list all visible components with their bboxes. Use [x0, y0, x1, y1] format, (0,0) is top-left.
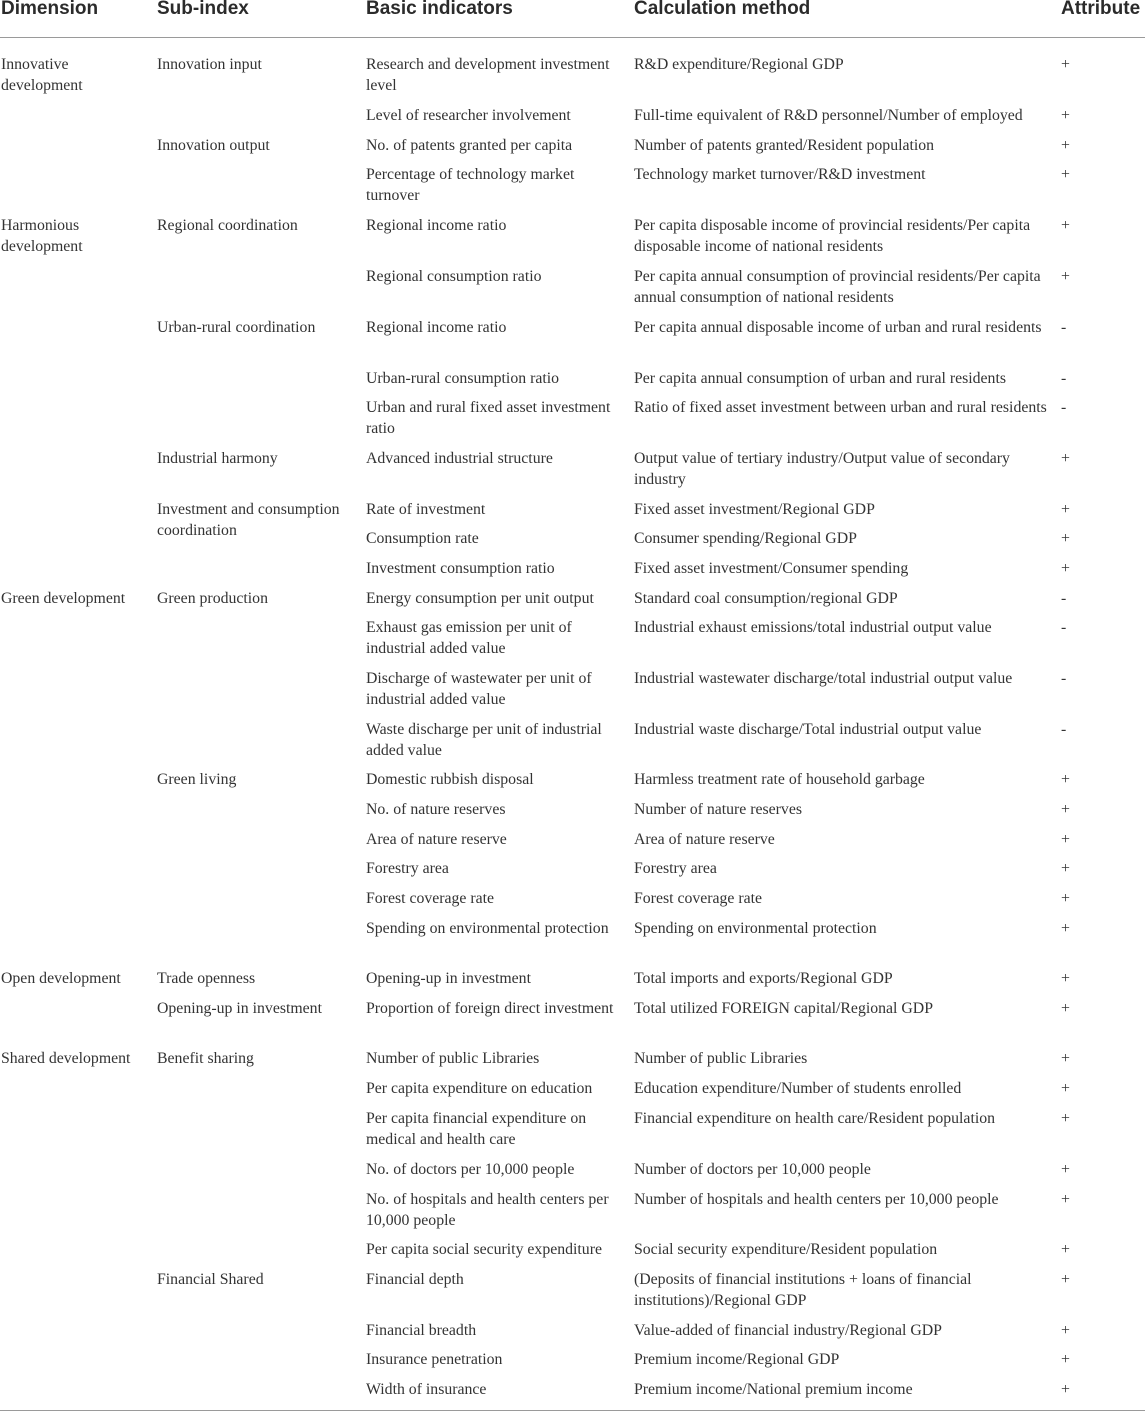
- cell-calculation-method: Forest coverage rate: [634, 890, 763, 907]
- cell-basic-indicator: No. of hospitals and health centers per 10,000 people: [366, 1191, 609, 1230]
- cell-calculation-method: Output value of tertiary industry/Output value of secondary industry: [634, 450, 1010, 489]
- cell-basic-indicator: Financial depth: [366, 1271, 464, 1288]
- cell-attribute: +: [1061, 1161, 1070, 1178]
- cell-basic-indicator: Regional consumption ratio: [366, 268, 542, 285]
- cell-attribute: +: [1061, 1351, 1070, 1368]
- cell-calculation-method: Industrial exhaust emissions/total industrial output value: [634, 619, 992, 636]
- cell-basic-indicator: Investment consumption ratio: [366, 560, 555, 577]
- cell-subindex: Investment and consumption coordination: [157, 501, 340, 540]
- cell-basic-indicator: Discharge of wastewater per unit of industrial added value: [366, 670, 592, 709]
- cell-attribute: +: [1061, 217, 1070, 234]
- cell-basic-indicator: Opening-up in investment: [366, 970, 531, 987]
- cell-attribute: -: [1061, 370, 1067, 387]
- cell-calculation-method: Number of hospitals and health centers per 10,000 people: [634, 1191, 999, 1208]
- cell-basic-indicator: Spending on environmental protection: [366, 920, 609, 937]
- header-subindex: Sub-index: [157, 0, 249, 19]
- cell-calculation-method: Ratio of fixed asset investment between urban and rural residents: [634, 399, 1047, 416]
- cell-basic-indicator: Width of insurance: [366, 1381, 487, 1398]
- cell-basic-indicator: Proportion of foreign direct investment: [366, 1000, 614, 1017]
- cell-basic-indicator: Per capita social security expenditure: [366, 1241, 602, 1258]
- table-bottom-rule: [0, 1410, 1145, 1411]
- cell-calculation-method: Full-time equivalent of R&D personnel/Number of employed: [634, 107, 1023, 124]
- cell-basic-indicator: Insurance penetration: [366, 1351, 503, 1368]
- cell-attribute: +: [1061, 1050, 1070, 1067]
- cell-subindex: Innovation input: [157, 56, 262, 73]
- cell-attribute: +: [1061, 771, 1070, 788]
- cell-basic-indicator: Forest coverage rate: [366, 890, 495, 907]
- cell-calculation-method: Per capita annual consumption of provincial residents/Per capita annual consumption of national residents: [634, 268, 1041, 307]
- cell-calculation-method: Premium income/National premium income: [634, 1381, 913, 1398]
- cell-calculation-method: Technology market turnover/R&D investment: [634, 166, 926, 183]
- cell-calculation-method: (Deposits of financial institutions + loans of financial institutions)/Regional GDP: [634, 1271, 972, 1310]
- header-dimension: Dimension: [1, 0, 99, 19]
- cell-attribute: +: [1061, 560, 1070, 577]
- cell-calculation-method: Social security expenditure/Resident population: [634, 1241, 938, 1258]
- cell-subindex: Financial Shared: [157, 1271, 264, 1288]
- header-calculation-method: Calculation method: [634, 0, 811, 19]
- cell-basic-indicator: Number of public Libraries: [366, 1050, 540, 1067]
- cell-calculation-method: Number of public Libraries: [634, 1050, 808, 1067]
- cell-attribute: +: [1061, 268, 1070, 285]
- cell-attribute: +: [1061, 56, 1070, 73]
- cell-calculation-method: Fixed asset investment/Consumer spending: [634, 560, 909, 577]
- cell-basic-indicator: Financial breadth: [366, 1322, 477, 1339]
- cell-attribute: -: [1061, 590, 1067, 607]
- cell-attribute: +: [1061, 137, 1070, 154]
- header-attribute: Attribute: [1061, 0, 1141, 19]
- cell-attribute: +: [1061, 801, 1070, 818]
- cell-basic-indicator: No. of doctors per 10,000 people: [366, 1161, 575, 1178]
- cell-attribute: +: [1061, 1191, 1070, 1208]
- cell-basic-indicator: Exhaust gas emission per unit of industrial added value: [366, 619, 572, 658]
- cell-attribute: +: [1061, 166, 1070, 183]
- cell-basic-indicator: Domestic rubbish disposal: [366, 771, 534, 788]
- cell-calculation-method: Industrial waste discharge/Total industrial output value: [634, 721, 982, 738]
- cell-calculation-method: Harmless treatment rate of household garbage: [634, 771, 925, 788]
- cell-basic-indicator: No. of nature reserves: [366, 801, 506, 818]
- cell-attribute: +: [1061, 1322, 1070, 1339]
- cell-calculation-method: Fixed asset investment/Regional GDP: [634, 501, 875, 518]
- cell-calculation-method: Consumer spending/Regional GDP: [634, 530, 857, 547]
- cell-basic-indicator: Area of nature reserve: [366, 831, 507, 848]
- header-basic-indicators: Basic indicators: [366, 0, 513, 19]
- cell-attribute: +: [1061, 970, 1070, 987]
- cell-basic-indicator: Percentage of technology market turnover: [366, 166, 575, 205]
- cell-basic-indicator: Waste discharge per unit of industrial added value: [366, 721, 602, 760]
- cell-basic-indicator: Rate of investment: [366, 501, 486, 518]
- cell-attribute: -: [1061, 399, 1067, 416]
- cell-attribute: -: [1061, 319, 1067, 336]
- cell-attribute: +: [1061, 1271, 1070, 1288]
- cell-basic-indicator: Level of researcher involvement: [366, 107, 571, 124]
- cell-attribute: +: [1061, 501, 1070, 518]
- cell-calculation-method: Per capita disposable income of provincial residents/Per capita disposable income of national residents: [634, 217, 1031, 256]
- cell-subindex: Trade openness: [157, 970, 256, 987]
- cell-basic-indicator: Energy consumption per unit output: [366, 590, 594, 607]
- cell-basic-indicator: Per capita financial expenditure on medical and health care: [366, 1110, 587, 1149]
- cell-attribute: +: [1061, 1110, 1070, 1127]
- cell-attribute: +: [1061, 107, 1070, 124]
- cell-subindex: Green living: [157, 771, 237, 788]
- cell-basic-indicator: Advanced industrial structure: [366, 450, 553, 467]
- cell-calculation-method: Per capita annual consumption of urban and rural residents: [634, 370, 1006, 387]
- cell-calculation-method: Per capita annual disposable income of urban and rural residents: [634, 319, 1042, 336]
- cell-attribute: -: [1061, 619, 1067, 636]
- cell-dimension: Innovative development: [1, 56, 83, 95]
- cell-subindex: Urban-rural coordination: [157, 319, 316, 336]
- cell-attribute: +: [1061, 450, 1070, 467]
- cell-calculation-method: Spending on environmental protection: [634, 920, 877, 937]
- cell-calculation-method: Forestry area: [634, 860, 717, 877]
- cell-calculation-method: Premium income/Regional GDP: [634, 1351, 840, 1368]
- cell-basic-indicator: No. of patents granted per capita: [366, 137, 573, 154]
- cell-calculation-method: Education expenditure/Number of students enrolled: [634, 1080, 962, 1097]
- cell-subindex: Benefit sharing: [157, 1050, 254, 1067]
- cell-calculation-method: Number of nature reserves: [634, 801, 802, 818]
- cell-basic-indicator: Research and development investment level: [366, 56, 610, 95]
- cell-basic-indicator: Urban-rural consumption ratio: [366, 370, 560, 387]
- cell-subindex: Regional coordination: [157, 217, 298, 234]
- cell-basic-indicator: Consumption rate: [366, 530, 479, 547]
- cell-dimension: Green development: [1, 590, 126, 607]
- cell-attribute: +: [1061, 1080, 1070, 1097]
- cell-attribute: +: [1061, 1241, 1070, 1258]
- table-header: [0, 0, 1145, 38]
- cell-calculation-method: R&D expenditure/Regional GDP: [634, 56, 844, 73]
- cell-calculation-method: Total imports and exports/Regional GDP: [634, 970, 893, 987]
- cell-dimension: Open development: [1, 970, 121, 987]
- cell-dimension: Shared development: [1, 1050, 131, 1067]
- cell-attribute: -: [1061, 721, 1067, 738]
- cell-calculation-method: Standard coal consumption/regional GDP: [634, 590, 898, 607]
- cell-attribute: +: [1061, 920, 1070, 937]
- cell-basic-indicator: Forestry area: [366, 860, 449, 877]
- cell-attribute: +: [1061, 1000, 1070, 1017]
- cell-basic-indicator: Per capita expenditure on education: [366, 1080, 593, 1097]
- cell-calculation-method: Number of doctors per 10,000 people: [634, 1161, 871, 1178]
- cell-calculation-method: Area of nature reserve: [634, 831, 775, 848]
- cell-basic-indicator: Urban and rural fixed asset investment ratio: [366, 399, 611, 438]
- cell-calculation-method: Value-added of financial industry/Regional GDP: [634, 1322, 942, 1339]
- cell-attribute: +: [1061, 831, 1070, 848]
- cell-dimension: Harmonious development: [1, 217, 83, 256]
- cell-subindex: Green production: [157, 590, 268, 607]
- cell-attribute: +: [1061, 860, 1070, 877]
- cell-attribute: +: [1061, 890, 1070, 907]
- cell-basic-indicator: Regional income ratio: [366, 319, 507, 336]
- cell-attribute: +: [1061, 1381, 1070, 1398]
- cell-calculation-method: Total utilized FOREIGN capital/Regional GDP: [634, 1000, 933, 1017]
- cell-calculation-method: Financial expenditure on health care/Resident population: [634, 1110, 996, 1127]
- cell-attribute: -: [1061, 670, 1067, 687]
- cell-subindex: Opening-up in investment: [157, 1000, 322, 1017]
- cell-calculation-method: Industrial wastewater discharge/total industrial output value: [634, 670, 1013, 687]
- cell-subindex: Industrial harmony: [157, 450, 278, 467]
- cell-subindex: Innovation output: [157, 137, 270, 154]
- cell-attribute: +: [1061, 530, 1070, 547]
- cell-calculation-method: Number of patents granted/Resident population: [634, 137, 935, 154]
- cell-basic-indicator: Regional income ratio: [366, 217, 507, 234]
